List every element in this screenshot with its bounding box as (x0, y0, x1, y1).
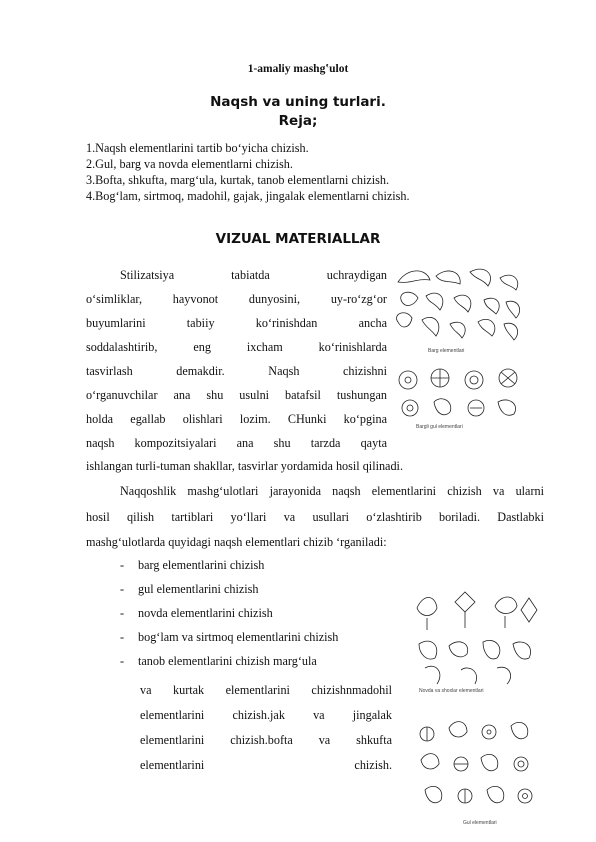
paragraph-line: tasvirlash demakdir. Naqsh chizishni (86, 364, 387, 378)
paragraph-line: naqsh kompozitsiyalari ana shu tarzda qayta (86, 436, 387, 450)
leaf-ornaments-illustration (388, 262, 528, 432)
list-continuation-line: va kurtak elementlarini chizishnmadohil (140, 683, 392, 697)
page-title: Naqsh va uning turlari. (210, 94, 386, 110)
plan-item: 3.Bofta, shkufta, marg‘ula, kurtak, tanob elementlarni chizish. (86, 173, 390, 187)
plan-item: 2.Gul, barg va novda elementlarni chizish. (86, 157, 293, 171)
paragraph-line: ishlangan turli-tuman shakllar, tasvirlar yordamida hosil qilinadi. (86, 459, 403, 473)
flower-ornaments-illustration (405, 588, 545, 828)
list-item: - barg elementlarini chizish (120, 558, 265, 572)
paragraph-line: buyumlarini tabiiy ko‘rinishdan ancha (86, 316, 387, 330)
list-continuation-line: elementlarini chizish.bofta va shkufta (140, 733, 392, 747)
figure-caption: Gul elementlari (463, 820, 497, 826)
section-heading: VIZUAL MATERIALLAR (215, 231, 381, 247)
list-continuation-line: elementlarini chizish. (140, 758, 392, 772)
paragraph-line: o‘simliklar, hayvonot dunyosini, uy-ro‘zg‘or (86, 292, 387, 306)
paragraph-line: soddalashtirib, eng ixcham ko‘rinishlarda (86, 340, 387, 354)
plan-item: 4.Bog‘lam, sirtmoq, madohil, gajak, jingalak elementlarni chizish. (86, 189, 410, 203)
list-item: - tanob elementlarini chizish marg‘ula (120, 654, 317, 668)
list-item: - novda elementlarini chizish (120, 606, 273, 620)
paragraph-line: Stilizatsiya tabiatda uchraydigan (120, 268, 387, 282)
lesson-subtitle: 1-amaliy mashgʽulot (247, 63, 349, 75)
figure-caption: Bargli gul elementlari (416, 424, 463, 430)
ornament-figure-top (388, 262, 528, 432)
list-item: - bog‘lam va sirtmoq elementlarini chizish (120, 630, 339, 644)
figure-caption: Novda va shoxlar elementlari (419, 688, 484, 694)
paragraph-line: o‘rganuvchilar ana shu usulni batafsil tushungan (86, 388, 387, 402)
ornament-figure-bottom (405, 588, 545, 828)
paragraph-line: mashg‘ulotlarda quyidagi naqsh elementlari chizib ‘rganiladi: (86, 535, 387, 549)
plan-heading: Reja; (278, 113, 318, 129)
figure-caption: Barg elementlari (428, 348, 465, 354)
paragraph-line: holda egallab olishlari lozim. CHunki ko‘pgina (86, 412, 387, 426)
list-item: - gul elementlarini chizish (120, 582, 259, 596)
plan-item: 1.Naqsh elementlarini tartib bo‘yicha chizish. (86, 141, 309, 155)
list-continuation-line: elementlarini chizish.jak va jingalak (140, 708, 392, 722)
paragraph-line: Naqqoshlik mashg‘ulotlari jarayonida naqsh elementlarini chizish va ularni (120, 484, 544, 498)
paragraph-line: hosil qilish tartiblari yo‘llari va usullari o‘zlashtirib boriladi. Dastlabki (86, 510, 544, 524)
